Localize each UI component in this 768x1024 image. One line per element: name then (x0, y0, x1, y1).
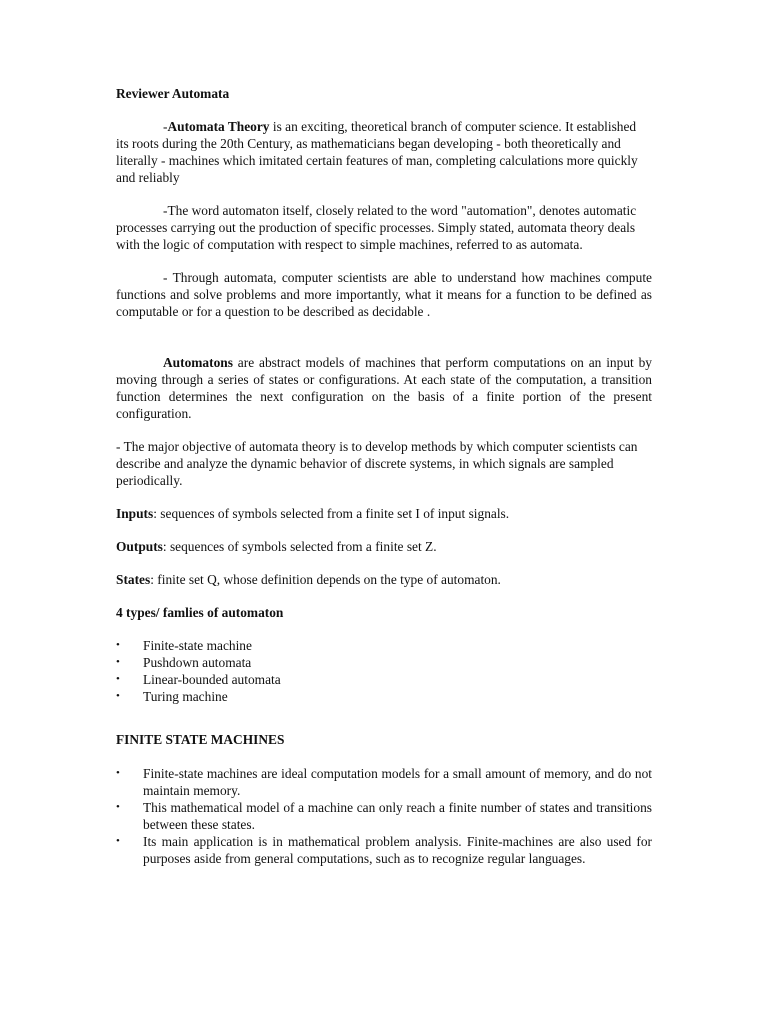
fsm-heading: FINITE STATE MACHINES (116, 732, 285, 747)
paragraph-automatons (116, 354, 652, 422)
list-item (116, 799, 652, 833)
paragraph-automata-theory (116, 118, 652, 186)
definition-inputs (116, 505, 652, 522)
list-item-text: Finite-state machine (143, 638, 252, 653)
paragraph-text: is an exciting, theoretical branch of computer science. It established its roots during the 20th Century, as mathematicians began developing - both theoretically and literally - machines which imitated certain features of man, completing calculations more quickly and reliably (116, 119, 638, 185)
document-title: Reviewer Automata (116, 86, 230, 101)
list-item-text: Turing machine (143, 689, 228, 704)
paragraph-prefix: - (163, 119, 168, 134)
document-page (116, 85, 652, 883)
list-item (116, 688, 652, 705)
list-item-text: Linear-bounded automata (143, 672, 281, 687)
types-heading-text: 4 types/ famlies of automaton (116, 605, 284, 620)
bullet-icon: • (116, 801, 120, 813)
bullet-icon: • (116, 656, 120, 668)
definition-text: : sequences of symbols selected from a finite set Z. (162, 539, 437, 554)
bullet-icon: • (116, 639, 120, 651)
types-list (116, 637, 652, 705)
definition-outputs (116, 538, 652, 555)
list-item (116, 654, 652, 671)
term-states: States (116, 572, 151, 587)
list-item-text: Pushdown automata (143, 655, 252, 670)
list-item (116, 833, 652, 867)
list-item (116, 671, 652, 688)
list-item (116, 637, 652, 654)
list-item (116, 765, 652, 799)
bullet-icon: • (116, 690, 120, 702)
paragraph-through-automata: - Through automata, computer scientists are able to understand how machines compute functions and solve problems and more importantly, what it means for a function to be defined as computable or for a question to be described as decidable . (116, 270, 652, 319)
fsm-list (116, 765, 652, 867)
definition-states (116, 571, 652, 588)
definition-text: : finite set Q, whose definition depends on the type of automaton. (150, 572, 501, 587)
paragraph-text: are abstract models of machines that perform computations on an input by moving through a series of states or configurations. At each state of the computation, a transition function determines the next configuration on the basis of a finite portion of the present configuration. (116, 355, 652, 421)
term-inputs: Inputs (116, 506, 154, 521)
list-item-text: This mathematical model of a machine can only reach a finite number of states and transitions between these states. (143, 800, 652, 832)
types-heading (116, 604, 652, 621)
bullet-icon: • (116, 767, 120, 779)
definition-text: : sequences of symbols selected from a finite set I of input signals. (153, 506, 510, 521)
paragraph-automaton-word: -The word automaton itself, closely related to the word "automation", denotes automatic processes carrying out the production of specific processes. Simply stated, automata theory deals with the logic of computation with respect to simple machines, referred to as automata. (116, 203, 637, 252)
term-outputs: Outputs (116, 539, 163, 554)
bullet-icon: • (116, 673, 120, 685)
list-item-text: Its main application is in mathematical problem analysis. Finite-machines are also used for purposes aside from general computations, such as to recognize regular languages. (143, 834, 652, 866)
paragraph-major-objective: - The major objective of automata theory is to develop methods by which computer scientists can describe and analyze the dynamic behavior of discrete systems, in which signals are sampled periodically. (116, 439, 638, 488)
term-automata-theory: Automata Theory (167, 119, 270, 134)
term-automatons: Automatons (163, 355, 233, 370)
list-item-text: Finite-state machines are ideal computation models for a small amount of memory, and do not maintain memory. (143, 766, 652, 798)
bullet-icon: • (116, 835, 120, 847)
